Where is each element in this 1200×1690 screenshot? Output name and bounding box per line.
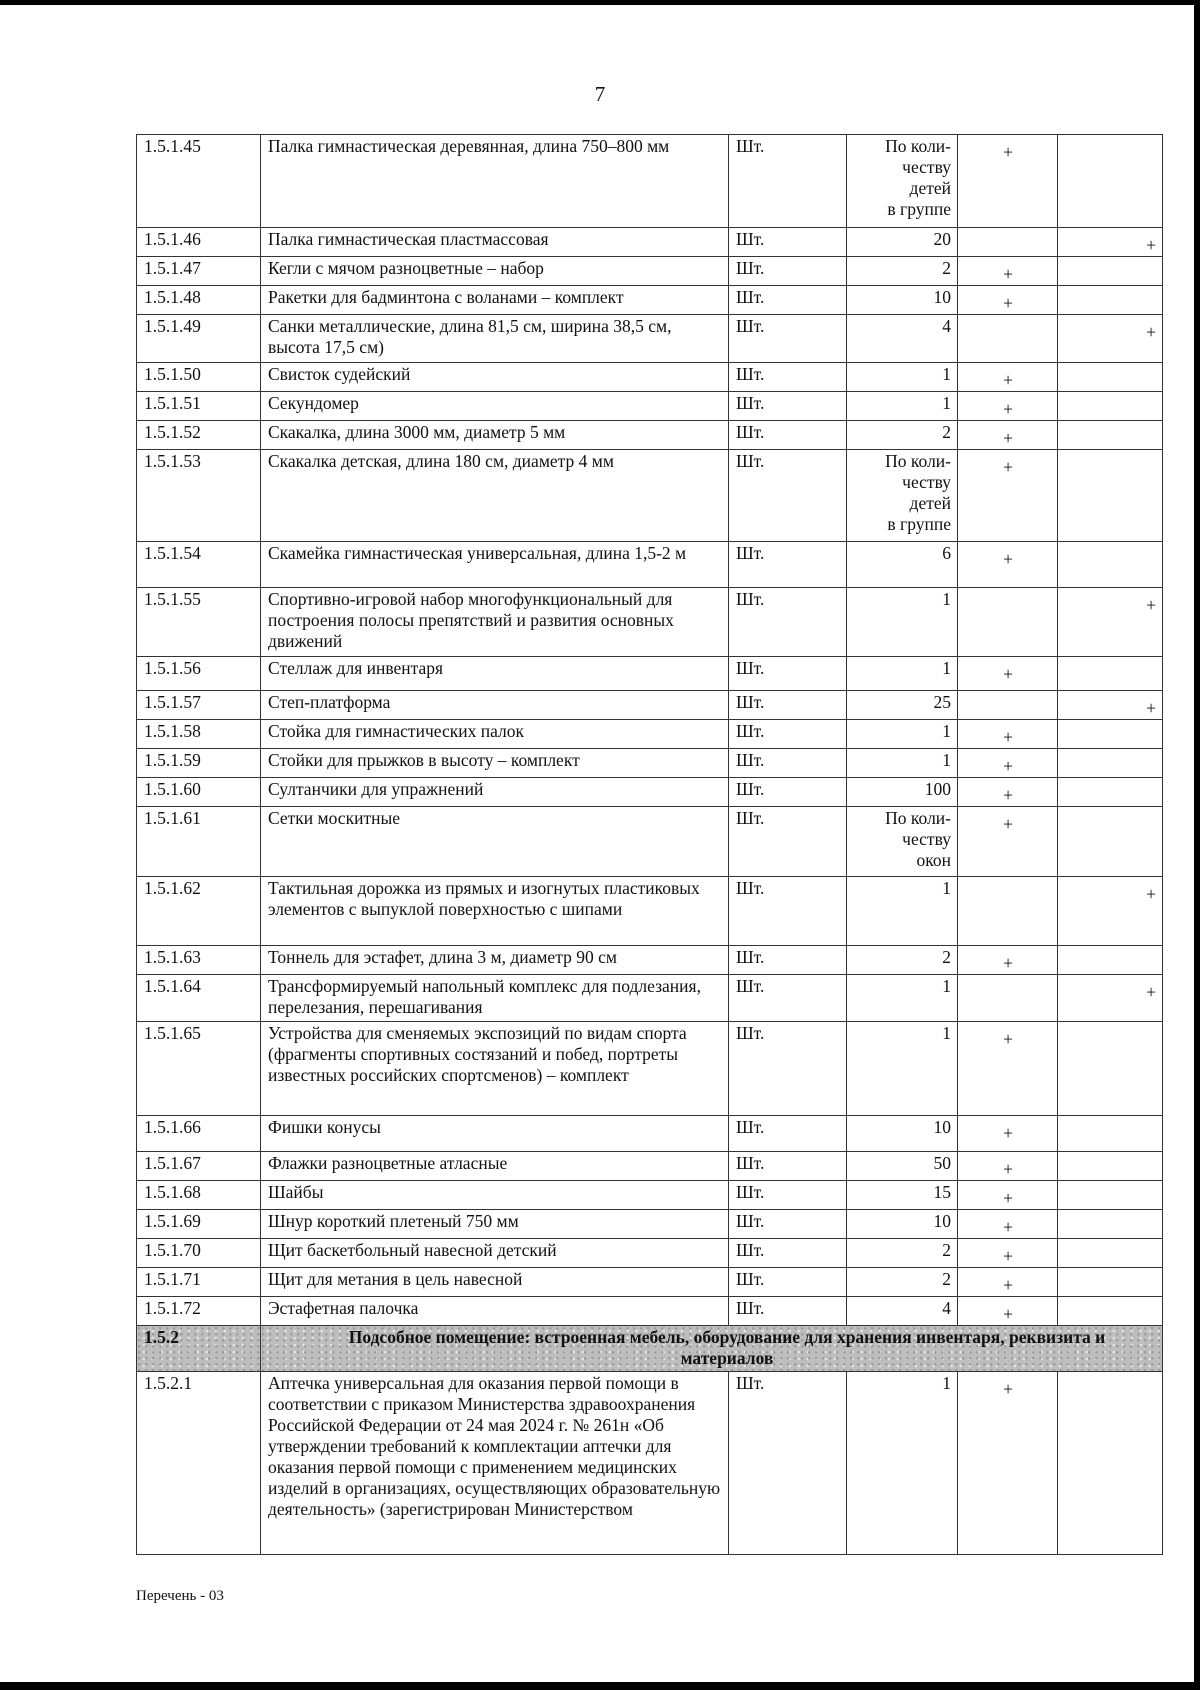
item-quantity: 6 [847,542,958,588]
plus-mark: + [1003,264,1013,284]
table-row [137,315,1163,363]
table-row [137,1116,1163,1152]
mark-col-1 [958,749,1058,778]
item-name: Щит для метания в цель навесной [261,1268,729,1297]
item-quantity: 10 [847,286,958,315]
mark-col-1 [958,135,1058,228]
plus-mark: + [1003,1379,1013,1399]
item-name: Ракетки для бадминтона с воланами – комплект [261,286,729,315]
item-name: Шнур короткий плетеный 750 мм [261,1210,729,1239]
plus-mark: + [1003,370,1013,390]
mark-col-2 [1058,1239,1163,1268]
plus-mark: + [1003,457,1013,477]
mark-col-1 [958,946,1058,975]
item-code: 1.5.1.64 [137,975,261,1022]
item-code: 1.5.1.61 [137,807,261,877]
item-quantity: 15 [847,1181,958,1210]
item-code: 1.5.2.1 [137,1372,261,1555]
item-name: Стойка для гимнастических палок [261,720,729,749]
item-name: Эстафетная палочка [261,1297,729,1326]
item-unit: Шт. [729,588,847,657]
item-name: Султанчики для упражнений [261,778,729,807]
item-quantity: 1 [847,749,958,778]
item-unit: Шт. [729,228,847,257]
mark-col-2 [1058,286,1163,315]
item-unit: Шт. [729,450,847,542]
item-code: 1.5.1.45 [137,135,261,228]
plus-mark: + [1003,428,1013,448]
table-row [137,720,1163,749]
mark-col-2 [1058,877,1163,946]
item-quantity: 1 [847,363,958,392]
table-row [137,588,1163,657]
mark-col-1 [958,1022,1058,1116]
item-quantity: 2 [847,1268,958,1297]
mark-col-1 [958,1152,1058,1181]
item-unit: Шт. [729,657,847,691]
mark-col-1 [958,1239,1058,1268]
item-quantity: 50 [847,1152,958,1181]
mark-col-2 [1058,946,1163,975]
plus-mark: + [1146,698,1156,718]
table-row [137,657,1163,691]
item-name: Флажки разноцветные атласные [261,1152,729,1181]
plus-mark: + [1003,1304,1013,1324]
item-quantity: 1 [847,877,958,946]
mark-col-1 [958,720,1058,749]
plus-mark: + [1003,293,1013,313]
mark-col-2 [1058,421,1163,450]
table-row [137,363,1163,392]
item-quantity: По коли- честву детей в группе [847,135,958,228]
item-code: 1.5.1.57 [137,691,261,720]
table-row [137,749,1163,778]
item-unit: Шт. [729,1297,847,1326]
item-unit: Шт. [729,1372,847,1555]
table-row [137,1268,1163,1297]
table-row [137,1372,1163,1555]
mark-col-1 [958,778,1058,807]
mark-col-2 [1058,450,1163,542]
item-name: Палка гимнастическая деревянная, длина 750–800 мм [261,135,729,228]
plus-mark: + [1003,785,1013,805]
item-quantity: 1 [847,657,958,691]
mark-col-2 [1058,720,1163,749]
mark-col-2 [1058,975,1163,1022]
item-quantity: 25 [847,691,958,720]
table-row [137,1022,1163,1116]
plus-mark: + [1003,1246,1013,1266]
plus-mark: + [1003,549,1013,569]
mark-col-2 [1058,657,1163,691]
page-number: 7 [594,82,606,106]
item-unit: Шт. [729,877,847,946]
item-quantity: 10 [847,1210,958,1239]
plus-mark: + [1003,1188,1013,1208]
table-row [137,778,1163,807]
item-unit: Шт. [729,315,847,363]
item-code: 1.5.1.54 [137,542,261,588]
table-row [137,691,1163,720]
item-unit: Шт. [729,720,847,749]
plus-mark: + [1003,399,1013,419]
item-quantity: 100 [847,778,958,807]
item-name: Трансформируемый напольный комплекс для подлезания, перелезания, перешагивания [261,975,729,1022]
item-name: Кегли с мячом разноцветные – набор [261,257,729,286]
item-name: Тоннель для эстафет, длина 3 м, диаметр 90 см [261,946,729,975]
item-quantity: 4 [847,1297,958,1326]
item-code: 1.5.1.71 [137,1268,261,1297]
item-unit: Шт. [729,392,847,421]
item-name: Фишки конусы [261,1116,729,1152]
item-code: 1.5.1.68 [137,1181,261,1210]
plus-mark: + [1003,1123,1013,1143]
item-name: Степ-платформа [261,691,729,720]
mark-col-1 [958,228,1058,257]
item-name: Сетки москитные [261,807,729,877]
item-code: 1.5.1.51 [137,392,261,421]
item-code: 1.5.1.62 [137,877,261,946]
item-quantity: 2 [847,257,958,286]
item-unit: Шт. [729,1268,847,1297]
item-name: Шайбы [261,1181,729,1210]
item-code: 1.5.1.49 [137,315,261,363]
item-unit: Шт. [729,1239,847,1268]
plus-mark: + [1003,142,1013,162]
item-unit: Шт. [729,778,847,807]
item-quantity: 1 [847,588,958,657]
table-row [137,257,1163,286]
mark-col-1 [958,315,1058,363]
item-name: Свисток судейский [261,363,729,392]
item-name: Тактильная дорожка из прямых и изогнутых пластиковых элементов с выпуклой поверхностью с шипами [261,877,729,946]
item-unit: Шт. [729,807,847,877]
plus-mark: + [1146,235,1156,255]
mark-col-2 [1058,1022,1163,1116]
mark-col-1 [958,807,1058,877]
table-row [137,877,1163,946]
item-unit: Шт. [729,749,847,778]
mark-col-2 [1058,315,1163,363]
table-row [137,975,1163,1022]
item-quantity: По коли- честву детей в группе [847,450,958,542]
table-row [137,450,1163,542]
mark-col-2 [1058,363,1163,392]
mark-col-2 [1058,1181,1163,1210]
item-name: Палка гимнастическая пластмассовая [261,228,729,257]
item-quantity: 20 [847,228,958,257]
item-quantity: 1 [847,1022,958,1116]
mark-col-2 [1058,1116,1163,1152]
item-unit: Шт. [729,1116,847,1152]
plus-mark: + [1146,322,1156,342]
plus-mark: + [1003,1029,1013,1049]
scan-border-bottom [0,1682,1200,1690]
mark-col-2 [1058,1297,1163,1326]
item-quantity: 4 [847,315,958,363]
plus-mark: + [1146,982,1156,1002]
item-code: 1.5.1.66 [137,1116,261,1152]
footer-doc-id: Перечень - 03 [136,1588,224,1604]
item-name: Стойки для прыжков в высоту – комплект [261,749,729,778]
mark-col-2 [1058,691,1163,720]
section-title-cell [261,1326,1163,1372]
mark-col-1 [958,1210,1058,1239]
item-name: Аптечка универсальная для оказания первой помощи в соответствии с приказом Министерства здравоохранения Российской Федерации от 24 мая 2024 г. № 261н «Об утверждении требований к комплектации аптечки для оказания первой помощи с применением медицинских изделий в организациях, осуществляющих образовательную деятельность» (зарегистрирован Министерством [261,1372,729,1555]
item-name: Скакалка детская, длина 180 см, диаметр 4 мм [261,450,729,542]
mark-col-1 [958,363,1058,392]
mark-col-1 [958,257,1058,286]
plus-mark: + [1003,756,1013,776]
item-unit: Шт. [729,1152,847,1181]
mark-col-1 [958,542,1058,588]
item-code: 1.5.1.60 [137,778,261,807]
item-code: 1.5.1.46 [137,228,261,257]
plus-mark: + [1003,664,1013,684]
item-code: 1.5.1.67 [137,1152,261,1181]
mark-col-2 [1058,1210,1163,1239]
item-unit: Шт. [729,1181,847,1210]
table-row [137,1297,1163,1326]
item-name: Щит баскетбольный навесной детский [261,1239,729,1268]
item-unit: Шт. [729,257,847,286]
item-code: 1.5.1.69 [137,1210,261,1239]
plus-mark: + [1003,1217,1013,1237]
table-row [137,1152,1163,1181]
mark-col-2 [1058,542,1163,588]
mark-col-2 [1058,228,1163,257]
section-code: 1.5.2 [137,1326,261,1372]
table-row [137,1181,1163,1210]
plus-mark: + [1003,953,1013,973]
table-row [137,135,1163,228]
item-code: 1.5.1.58 [137,720,261,749]
mark-col-2 [1058,257,1163,286]
mark-col-2 [1058,1152,1163,1181]
mark-col-1 [958,588,1058,657]
table-row [137,286,1163,315]
section-title: Подсобное помещение: встроенная мебель, оборудование для хранения инвентаря, реквизита и материалов [348,1327,1106,1368]
item-unit: Шт. [729,1022,847,1116]
item-quantity: 1 [847,1372,958,1555]
item-quantity: 1 [847,720,958,749]
table-row [137,807,1163,877]
plus-mark: + [1003,727,1013,747]
item-name: Спортивно-игровой набор многофункциональный для построения полосы препятствий и развития основных движений [261,588,729,657]
item-name: Устройства для сменяемых экспозиций по видам спорта (фрагменты спортивных состязаний и побед, портреты известных российских спортсменов) – комплект [261,1022,729,1116]
mark-col-2 [1058,1268,1163,1297]
item-code: 1.5.1.59 [137,749,261,778]
item-unit: Шт. [729,542,847,588]
mark-col-1 [958,392,1058,421]
item-code: 1.5.1.48 [137,286,261,315]
table-row [137,228,1163,257]
item-code: 1.5.1.52 [137,421,261,450]
item-unit: Шт. [729,975,847,1022]
mark-col-2 [1058,778,1163,807]
section-row [137,1326,1163,1372]
mark-col-1 [958,450,1058,542]
item-code: 1.5.1.47 [137,257,261,286]
mark-col-1 [958,1116,1058,1152]
mark-col-2 [1058,749,1163,778]
table-row [137,542,1163,588]
plus-mark: + [1003,1159,1013,1179]
item-code: 1.5.1.63 [137,946,261,975]
scan-border-top [0,0,1200,5]
plus-mark: + [1146,884,1156,904]
mark-col-1 [958,421,1058,450]
table-row [137,1210,1163,1239]
mark-col-1 [958,657,1058,691]
item-unit: Шт. [729,691,847,720]
item-code: 1.5.1.70 [137,1239,261,1268]
item-name: Секундомер [261,392,729,421]
mark-col-2 [1058,135,1163,228]
scan-border-right [1194,0,1200,1690]
item-quantity: 10 [847,1116,958,1152]
plus-mark: + [1003,814,1013,834]
item-code: 1.5.1.72 [137,1297,261,1326]
item-unit: Шт. [729,363,847,392]
item-code: 1.5.1.56 [137,657,261,691]
mark-col-1 [958,1268,1058,1297]
mark-col-1 [958,1297,1058,1326]
item-quantity: По коли- честву окон [847,807,958,877]
item-name: Скамейка гимнастическая универсальная, длина 1,5-2 м [261,542,729,588]
item-quantity: 2 [847,1239,958,1268]
item-code: 1.5.1.55 [137,588,261,657]
mark-col-2 [1058,807,1163,877]
item-name: Скакалка, длина 3000 мм, диаметр 5 мм [261,421,729,450]
mark-col-1 [958,286,1058,315]
mark-col-1 [958,877,1058,946]
mark-col-2 [1058,588,1163,657]
item-unit: Шт. [729,286,847,315]
table-body [137,135,1163,1326]
item-quantity: 2 [847,946,958,975]
item-unit: Шт. [729,135,847,228]
item-quantity: 1 [847,392,958,421]
item-unit: Шт. [729,1210,847,1239]
table-row [137,1239,1163,1268]
item-quantity: 1 [847,975,958,1022]
table-row [137,946,1163,975]
item-code: 1.5.1.50 [137,363,261,392]
table-row [137,421,1163,450]
plus-mark: + [1146,595,1156,615]
section-body [137,1326,1163,1555]
item-unit: Шт. [729,946,847,975]
item-name: Стеллаж для инвентаря [261,657,729,691]
item-code: 1.5.1.65 [137,1022,261,1116]
item-code: 1.5.1.53 [137,450,261,542]
item-quantity: 2 [847,421,958,450]
equipment-table [136,134,1163,1555]
plus-mark: + [1003,1275,1013,1295]
table-row [137,392,1163,421]
mark-col-1 [958,1372,1058,1555]
mark-col-2 [1058,392,1163,421]
mark-col-1 [958,975,1058,1022]
item-name: Санки металлические, длина 81,5 см, ширина 38,5 см, высота 17,5 см) [261,315,729,363]
item-unit: Шт. [729,421,847,450]
mark-col-1 [958,691,1058,720]
mark-col-2 [1058,1372,1163,1555]
mark-col-1 [958,1181,1058,1210]
